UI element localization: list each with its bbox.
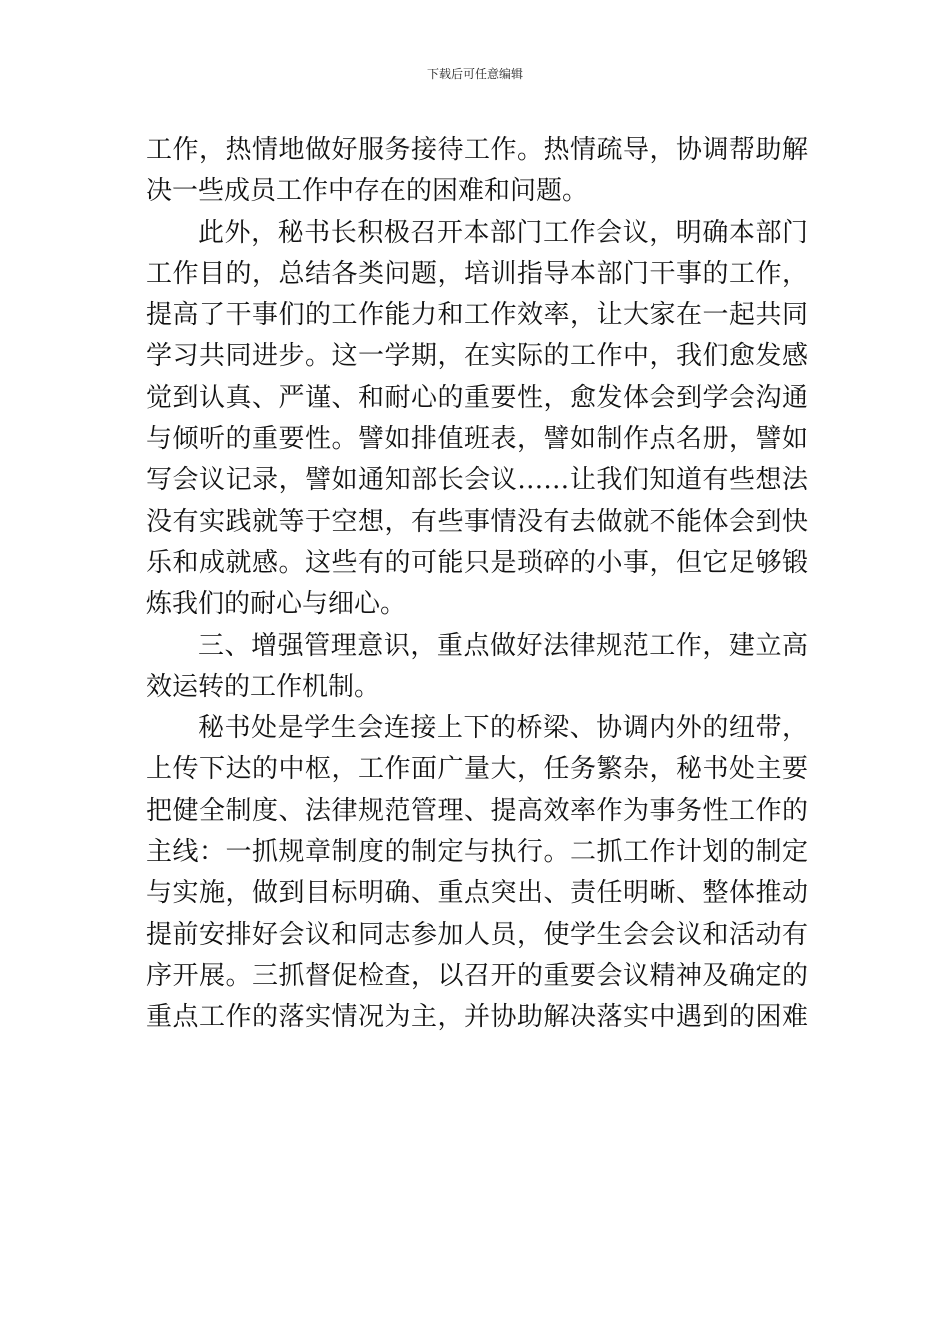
page-header: 下载后可任意编辑 [426,67,523,81]
text-line: 决一些成员工作中存在的困难和问题。 [146,176,589,207]
text-line: 效运转的工作机制。 [146,671,381,702]
text-line: 提高了干事们的工作能力和工作效率，让大家在一起共同 [146,300,808,331]
text-line: 与倾听的重要性。譬如排值班表，譬如制作点名册，譬如 [146,424,808,455]
text-line: 序开展。三抓督促检查，以召开的重要会议精神及确定的 [146,960,808,991]
text-line: 主线：一抓规章制度的制定与执行。二抓工作计划的制定 [146,837,808,868]
text-line: 学习共同进步。这一学期，在实际的工作中，我们愈发感 [146,341,808,372]
text-line: 觉到认真、严谨、和耐心的重要性，愈发体会到学会沟通 [146,382,808,413]
text-line: 工作，热情地做好服务接待工作。热情疏导，协调帮助解 [146,135,808,165]
text-line: 没有实践就等于空想，有些事情没有去做就不能体会到快 [146,506,808,537]
text-line: 重点工作的落实情况为主，并协助解决落实中遇到的困难 [146,1002,808,1033]
paragraph-1 [146,130,808,213]
text-line: 与实施，做到目标明确、重点突出、责任明晰、整体推动 [146,878,808,909]
text-line: 秘书处是学生会连接上下的桥梁、协调内外的纽带， [198,713,808,744]
text-line: 提前安排好会议和同志参加人员，使学生会会议和活动有 [146,919,808,950]
paragraph-4 [146,708,808,1038]
text-line: 把健全制度、法律规范管理、提高效率作为事务性工作的 [146,795,808,826]
text-line: 工作目的，总结各类问题，培训指导本部门干事的工作， [146,258,808,289]
text-line: 此外，秘书长积极召开本部门工作会议，明确本部门 [198,217,808,248]
text-line: 乐和成就感。这些有的可能只是琐碎的小事，但它足够锻 [146,547,808,578]
text-line: 炼我们的耐心与细心。 [146,589,407,620]
paragraph-3 [146,626,808,709]
paragraph-2 [146,213,808,626]
text-line: 三、增强管理意识，重点做好法律规范工作，建立高 [198,630,808,661]
document-body [146,130,808,1039]
text-line: 写会议记录，譬如通知部长会议……让我们知道有些想法 [146,465,808,496]
text-line: 上传下达的中枢，工作面广量大，任务繁杂，秘书处主要 [146,754,808,785]
